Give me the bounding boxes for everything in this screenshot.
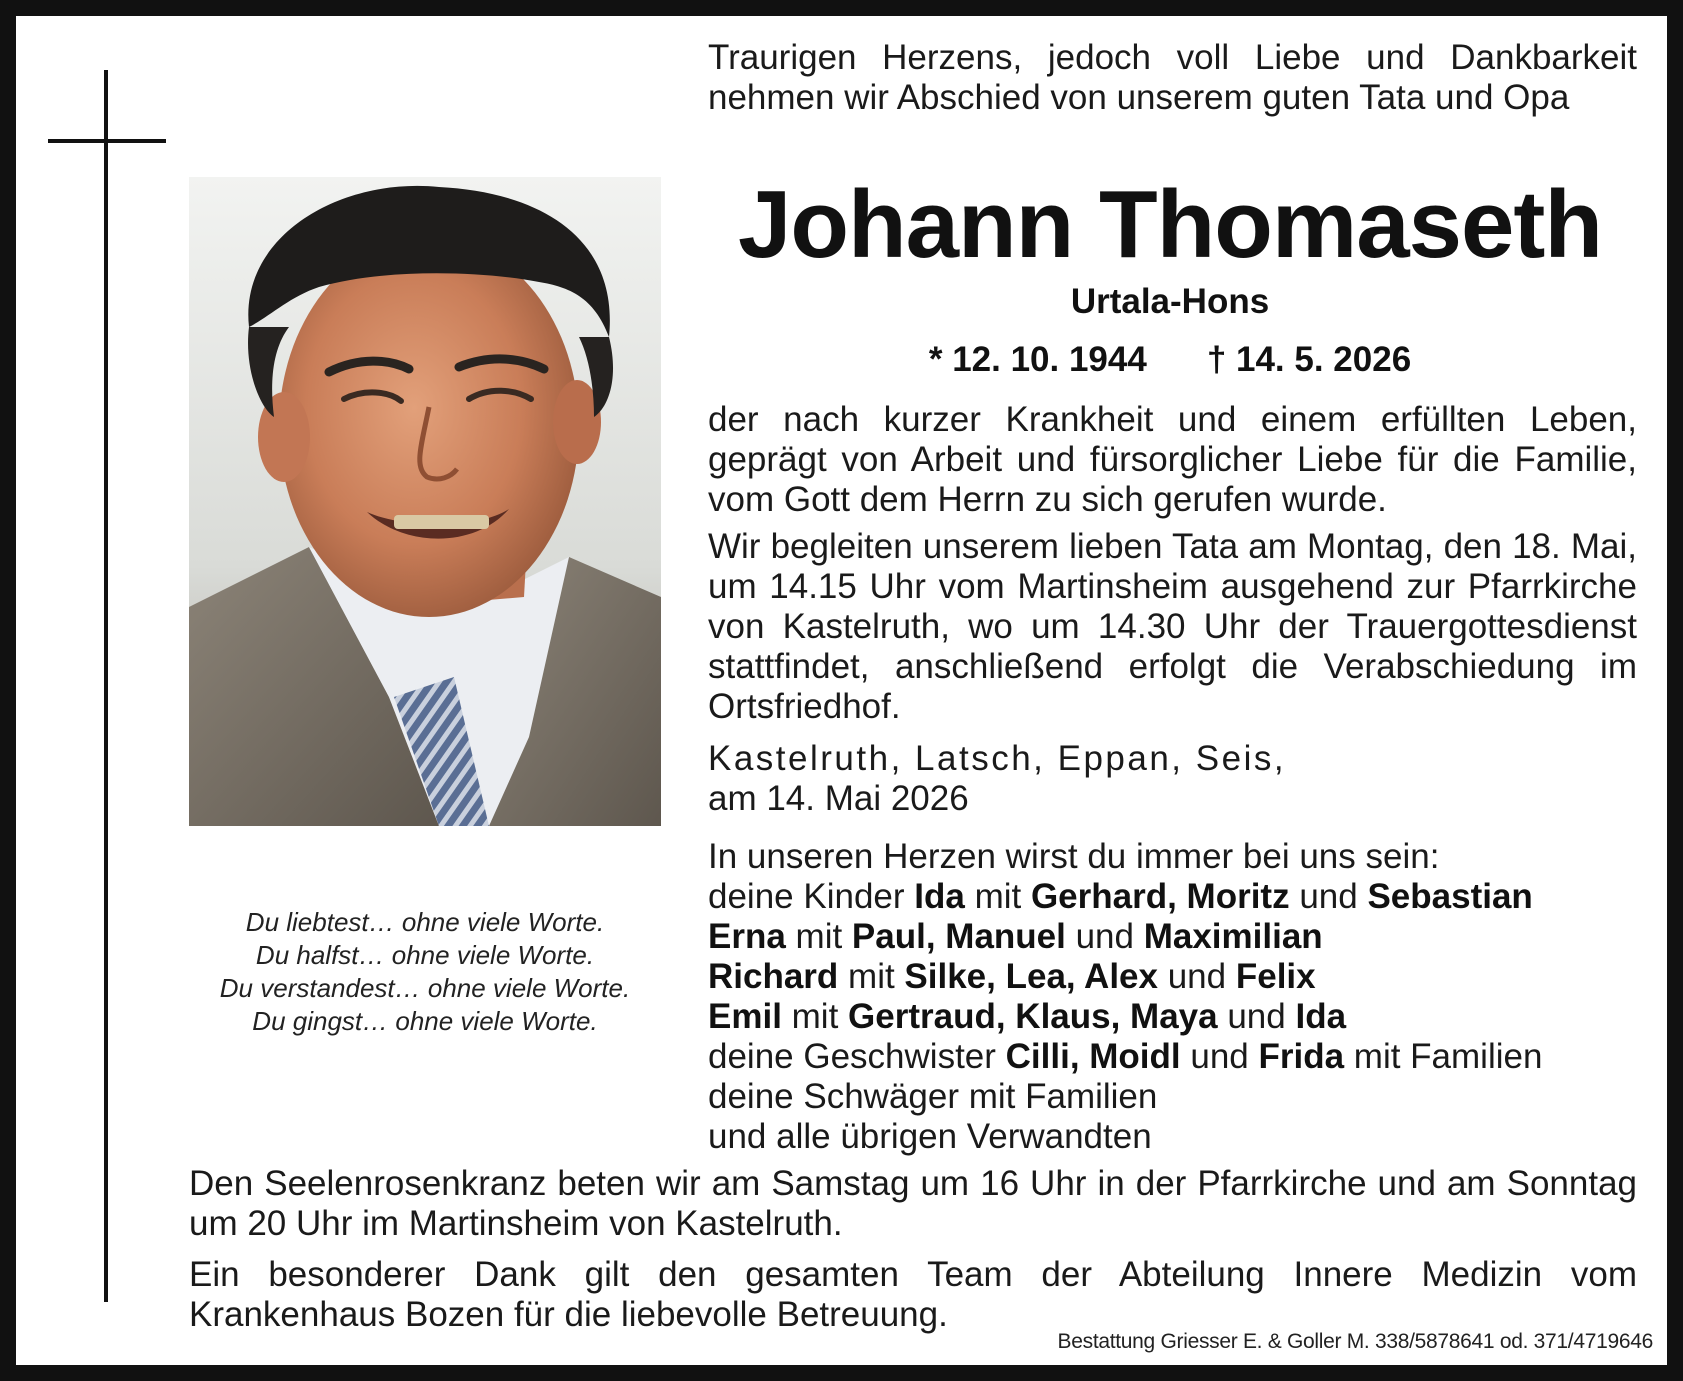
family-text: und <box>1180 1037 1259 1076</box>
rosary-paragraph: Den Seelenrosenkranz beten wir am Samstag um 16 Uhr in der Pfarrkirche und am Sonntag um 20 Uhr im Martinsheim von Kastelruth. <box>189 1164 1637 1243</box>
family-text: mit Familien <box>1344 1037 1543 1076</box>
portrait-photo <box>189 177 661 826</box>
family-line-relatives: und alle übrigen Verwandten <box>708 1117 1152 1156</box>
family-name: Cilli, Moidl <box>1005 1037 1181 1076</box>
family-name: Maximilian <box>1143 917 1323 956</box>
family-name: Sebastian <box>1367 877 1533 916</box>
family-text: mit <box>785 917 852 956</box>
family-name: Felix <box>1235 957 1316 996</box>
family-text: mit <box>781 997 849 1036</box>
family-name: Erna <box>708 917 786 956</box>
family-text: deine Kinder <box>708 877 915 916</box>
family-name: Emil <box>708 997 782 1036</box>
family-line-erna <box>708 917 1637 957</box>
thanks-paragraph: Ein besonderer Dank gilt den gesamten Team der Abteilung Innere Medizin vom Krankenhaus Bozen für die liebevolle Betreuung. <box>189 1255 1637 1334</box>
family-name: Gerhard, Moritz <box>1030 877 1290 916</box>
deceased-name: Johann Thomaseth <box>737 171 1603 278</box>
family-intro: In unseren Herzen wirst du immer bei uns sein: <box>708 837 1440 876</box>
verse-line: Du halfst… ohne viele Worte. <box>255 940 595 970</box>
funeral-paragraph: Wir begleiten unserem lieben Tata am Montag, den 18. Mai, um 14.15 Uhr vom Martinsheim ausgehend zur Pfarrkirche von Kastelruth, wo um 14.30 Uhr der Trauergottesdienst stattfindet, anschließend erfolgt die Verabschiedung im Ortsfriedhof. <box>708 527 1637 726</box>
family-text: mit <box>964 877 1031 916</box>
life-dates <box>690 338 1650 382</box>
family-name: Richard <box>708 957 839 996</box>
family-name: Ida <box>914 877 965 916</box>
deceased-nickname: Urtala-Hons <box>1070 282 1270 321</box>
cross-horizontal-bar <box>48 139 166 143</box>
passing-paragraph: der nach kurzer Krankheit und einem erfüllten Leben, geprägt von Arbeit und fürsorglicher Liebe für die Familie, vom Gott dem Herrn zu sich gerufen wurde. <box>708 400 1637 519</box>
family-text: deine Geschwister <box>708 1037 1006 1076</box>
verse-line: Du gingst… ohne viele Worte. <box>252 1006 598 1036</box>
death-date: † 14. 5. 2026 <box>1206 340 1412 379</box>
family-name: Silke, Lea, Alex <box>904 957 1158 996</box>
family-text: und <box>1157 957 1236 996</box>
memorial-verse <box>180 906 670 1038</box>
family-name: Paul, Manuel <box>851 917 1066 956</box>
family-text: und <box>1217 997 1296 1036</box>
cross-vertical-bar <box>104 70 108 1302</box>
notice-date: am 14. Mai 2026 <box>708 779 969 818</box>
funeral-home-footer: Bestattung Griesser E. & Goller M. 338/5878641 od. 371/4719646 <box>1057 1330 1653 1353</box>
family-name: Frida <box>1258 1037 1345 1076</box>
family-line-children-ida <box>708 877 1637 917</box>
family-name: Ida <box>1295 997 1347 1036</box>
family-line-siblings <box>708 1037 1637 1077</box>
family-text: und <box>1065 917 1144 956</box>
family-list <box>708 837 1637 1157</box>
family-line-richard <box>708 957 1637 997</box>
family-text: mit <box>838 957 905 996</box>
verse-line: Du liebtest… ohne viele Worte. <box>245 907 605 937</box>
family-name: Gertraud, Klaus, Maya <box>848 997 1218 1036</box>
places-line: Kastelruth, Latsch, Eppan, Seis, <box>708 739 1287 778</box>
family-line-emil <box>708 997 1637 1037</box>
verse-line: Du verstandest… ohne viele Worte. <box>219 973 631 1003</box>
birth-date: * 12. 10. 1944 <box>928 340 1147 379</box>
family-text: und <box>1289 877 1368 916</box>
family-line-in-laws: deine Schwäger mit Familien <box>708 1077 1158 1116</box>
intro-text: Traurigen Herzens, jedoch voll Liebe und Dankbarkeit nehmen wir Abschied von unserem guten Tata und Opa <box>708 38 1637 117</box>
